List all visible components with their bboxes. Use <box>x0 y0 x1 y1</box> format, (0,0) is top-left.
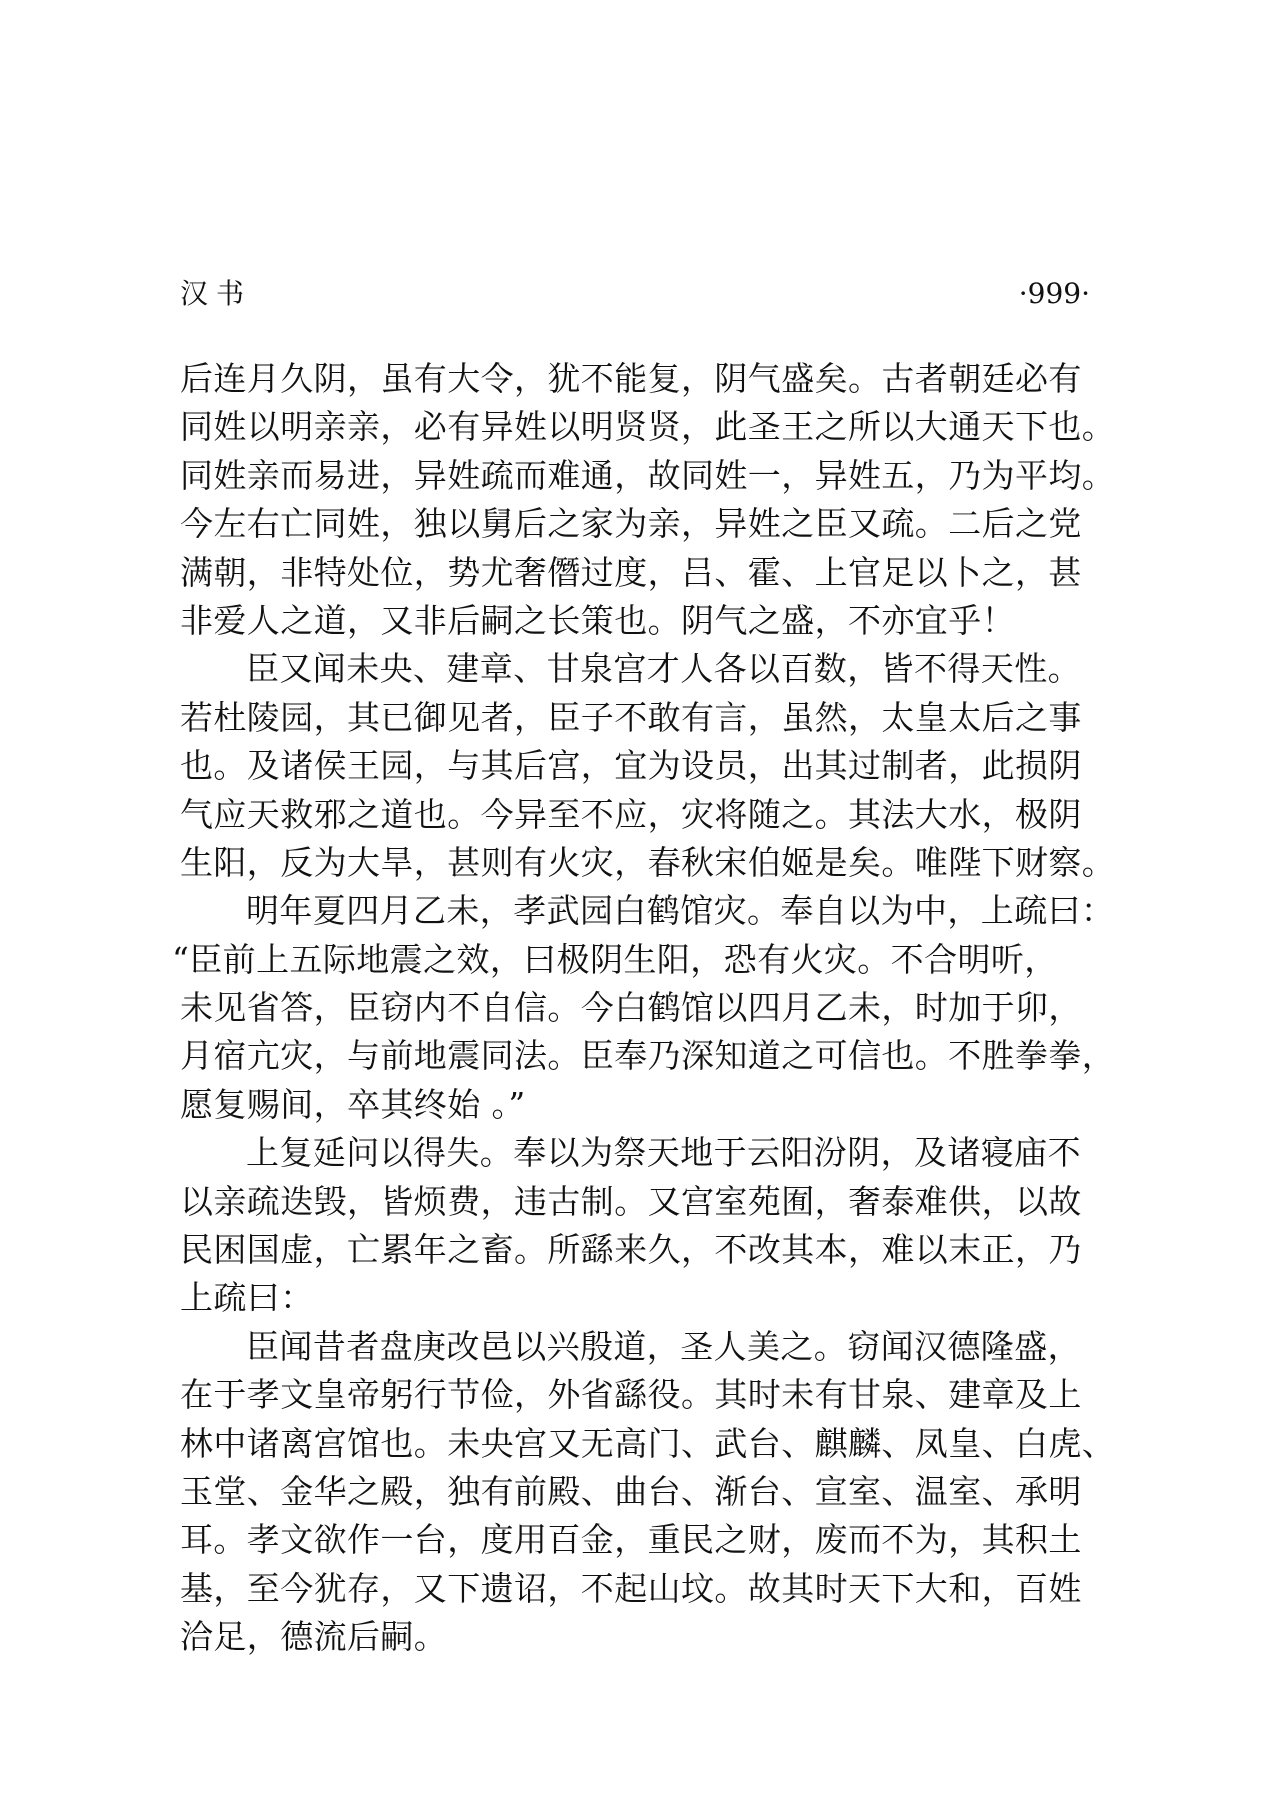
text-line: 若杜陵园，其已御见者，臣子不敢有言，虽然，太皇太后之事 <box>180 697 1082 737</box>
book-title: 汉书 <box>180 277 253 310</box>
text-line: 上疏曰： <box>180 1278 314 1318</box>
text-line: 以亲疏迭毁，皆烦费，违古制。又宫室苑囿，奢泰难供，以故 <box>180 1181 1082 1221</box>
text-line: 耳。孝文欲作一台，度用百金，重民之财，废而不为，其积土 <box>180 1520 1082 1560</box>
text-line: 今左右亡同姓，独以舅后之家为亲，异姓之臣又疏。二后之党 <box>180 504 1082 544</box>
text-line: 非爱人之道，又非后嗣之长策也。阴气之盛，不亦宜乎！ <box>180 600 1015 640</box>
text-line: 基，至今犹存，又下遗诏，不起山坟。故其时天下大和，百姓 <box>180 1568 1082 1608</box>
text-line: 未见省答，臣窃内不自信。今白鹤馆以四月乙未，时加于卯， <box>180 988 1082 1028</box>
text-line: 月宿亢灾，与前地震同法。臣奉乃深知道之可信也。不胜拳拳， <box>180 1036 1116 1076</box>
running-head <box>180 270 1090 318</box>
paragraph-start-line: 臣又闻未央、建章、甘泉宫才人各以百数，皆不得天性。 <box>246 649 1081 689</box>
text-line: 同姓亲而易进，异姓疏而难通，故同姓一，异姓五，乃为平均。 <box>180 455 1116 495</box>
text-line: 满朝，非特处位，势尤奢僭过度，吕、霍、上官足以卜之，甚 <box>180 552 1082 592</box>
text-line: 玉堂、金华之殿，独有前殿、曲台、渐台、宣室、温室、承明 <box>180 1471 1082 1511</box>
text-line: 民困国虚，亡累年之畜。所繇来久，不改其本，难以末正，乃 <box>180 1230 1082 1270</box>
paragraph-start-line: 上复延问以得失。奉以为祭天地于云阳汾阴，及诸寝庙不 <box>246 1133 1081 1173</box>
text-line: 同姓以明亲亲，必有异姓以明贤贤，此圣王之所以大通天下也。 <box>180 407 1116 447</box>
text-line: “臣前上五际地震之效，曰极阴生阳，恐有火灾。不合明听， <box>172 939 1058 979</box>
text-line: 在于孝文皇帝躬行节俭，外省繇役。其时未有甘泉、建章及上 <box>180 1375 1082 1415</box>
page-number: ·999· <box>1018 277 1090 310</box>
body-text <box>172 355 1116 1662</box>
text-line: 气应天救邪之道也。今异至不应，灾将随之。其法大水，极阴 <box>180 794 1082 834</box>
text-line: 洽足，德流后嗣。 <box>180 1617 448 1657</box>
paragraph-start-line: 明年夏四月乙未，孝武园白鹤馆灾。奉自以为中，上疏曰： <box>246 891 1115 931</box>
text-line: 林中诸离宫馆也。未央宫又无高门、武台、麒麟、凤皇、白虎、 <box>180 1423 1116 1463</box>
paragraph-start-line: 臣闻昔者盘庚改邑以兴殷道，圣人美之。窃闻汉德隆盛， <box>246 1326 1081 1366</box>
text-line: 愿复赐间，卒其终始 。” <box>180 1084 526 1124</box>
text-line: 也。及诸侯王园，与其后宫，宜为设员，出其过制者，此损阴 <box>180 746 1082 786</box>
text-line: 后连月久阴，虽有大令，犹不能复，阴气盛矣。古者朝廷必有 <box>180 359 1082 398</box>
text-line: 生阳，反为大旱，甚则有火灾，春秋宋伯姬是矣。唯陛下财察。 <box>180 842 1116 882</box>
